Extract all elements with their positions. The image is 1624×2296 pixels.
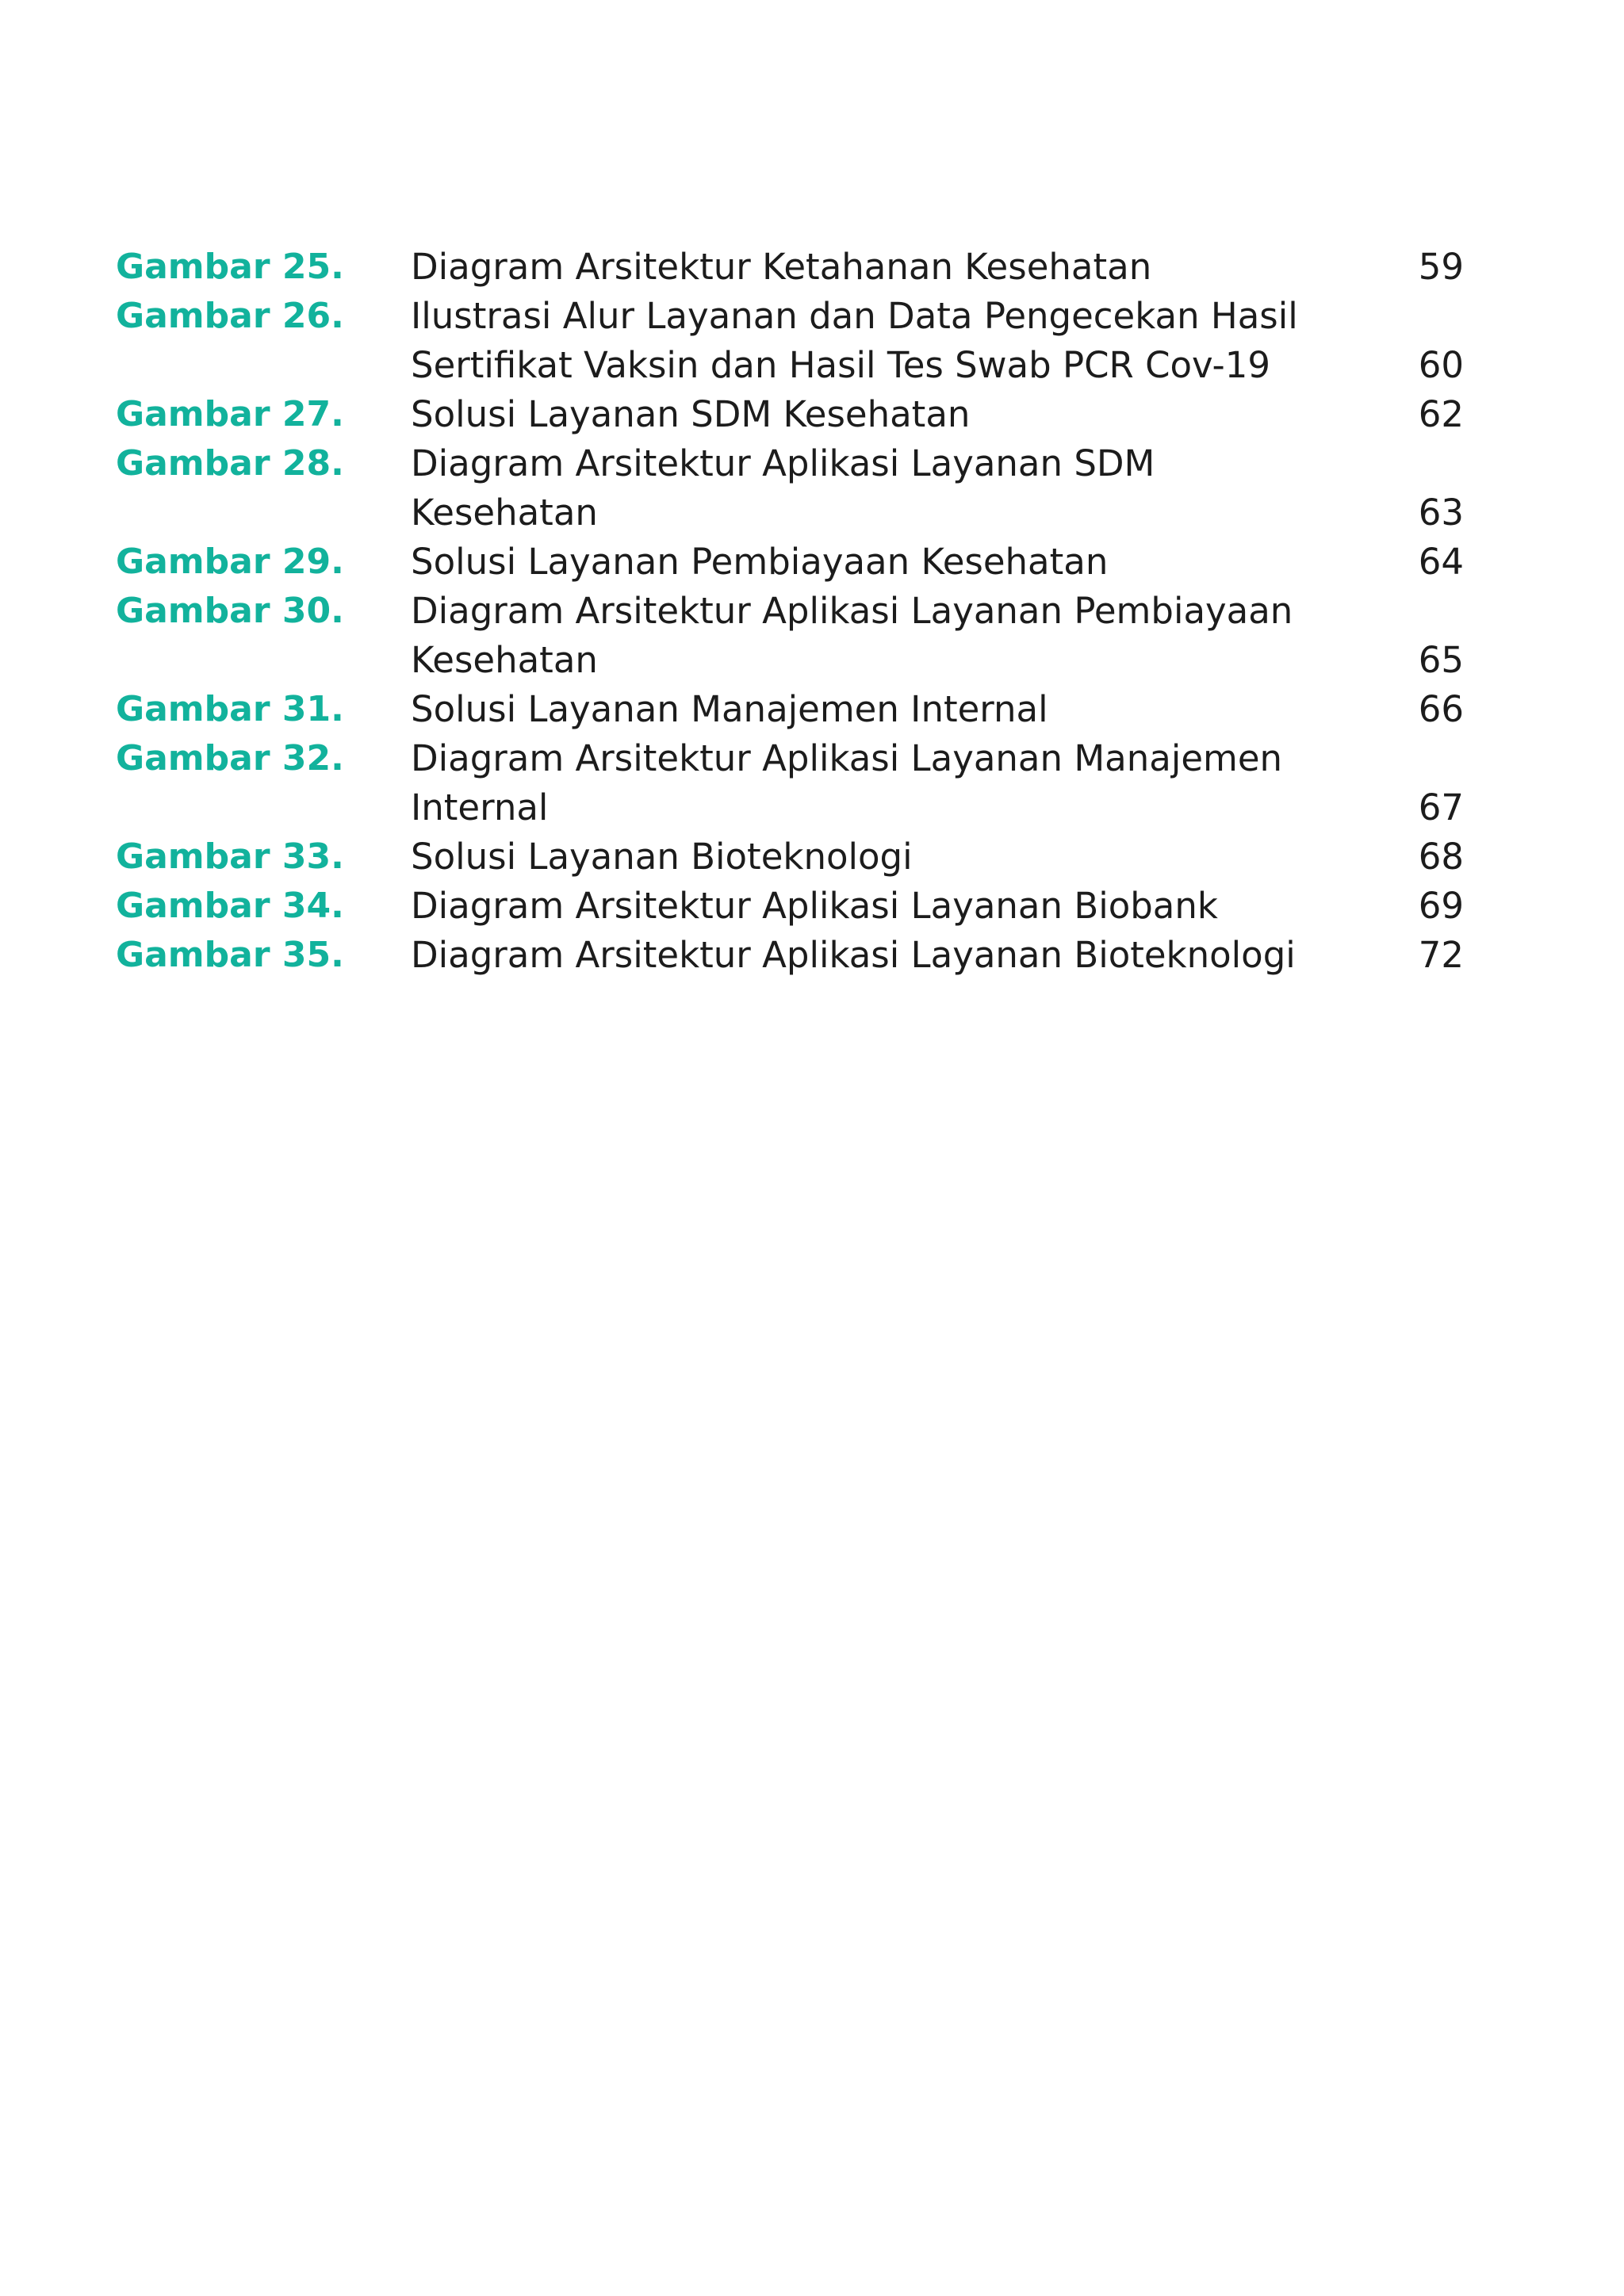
figure-entry [116,439,1464,538]
figure-entry [116,685,1464,734]
figure-title-line [411,832,1464,882]
figure-title-line [411,685,1464,734]
figure-entry-body [411,243,1464,292]
figure-entry [116,832,1464,882]
figure-label: Gambar 30. [116,591,344,631]
figure-entry-body [411,390,1464,439]
figure-entry [116,734,1464,832]
figure-title-line [411,538,1464,587]
figure-title-line [411,882,1464,931]
figure-entry [116,931,1464,980]
figure-label: Gambar 34. [116,886,344,926]
figure-entry-body [411,538,1464,587]
figure-page-number: 66 [1418,688,1464,730]
figure-label: Gambar 28. [116,443,344,484]
figure-title-text: Diagram Arsitektur Aplikasi Layanan SDM [411,442,1155,484]
figure-label: Gambar 27. [116,394,344,434]
figure-page-number: 64 [1418,541,1464,583]
figure-title-text: Kesehatan [411,492,598,534]
figure-title-text: Solusi Layanan Bioteknologi [411,836,913,878]
figure-label: Gambar 25. [116,247,344,287]
figure-page-number: 65 [1418,639,1464,681]
figure-page-number: 72 [1418,934,1464,976]
figure-title-line [411,390,1464,439]
figure-title-line [411,488,1464,538]
figure-entry-body [411,734,1464,832]
figure-title-line [411,243,1464,292]
figure-entry [116,390,1464,439]
figure-page-number: 67 [1418,786,1464,828]
figure-title-line [411,636,1464,685]
figure-label: Gambar 29. [116,541,344,582]
figure-entry [116,538,1464,587]
figure-title-line [411,341,1464,390]
figure-page-number: 62 [1418,393,1464,435]
figure-entry-body [411,292,1464,390]
figure-title-line [411,734,1464,783]
figure-title-text: Diagram Arsitektur Aplikasi Layanan Pembiayaan [411,590,1293,632]
figure-page-number: 69 [1418,885,1464,927]
figure-title-text: Sertifikat Vaksin dan Hasil Tes Swab PCR Cov-19 [411,344,1270,386]
figure-page-number: 60 [1418,344,1464,386]
figure-title-text: Solusi Layanan SDM Kesehatan [411,393,971,435]
figure-page-number: 59 [1418,246,1464,288]
figure-title-line [411,439,1464,488]
figure-label: Gambar 26. [116,296,344,336]
list-of-figures [116,243,1464,980]
figure-entry-body [411,882,1464,931]
figure-label: Gambar 35. [116,935,344,975]
figure-label: Gambar 32. [116,738,344,779]
figure-entry-body [411,931,1464,980]
figure-title-text: Ilustrasi Alur Layanan dan Data Pengecekan Hasil [411,295,1298,337]
figure-title-text: Internal [411,786,549,828]
figure-entry-body [411,587,1464,685]
figure-title-text: Diagram Arsitektur Aplikasi Layanan Biobank [411,885,1218,927]
figure-title-text: Solusi Layanan Manajemen Internal [411,688,1048,730]
figure-label: Gambar 33. [116,836,344,877]
figure-title-line [411,587,1464,636]
figure-title-line [411,783,1464,832]
figure-entry-body [411,685,1464,734]
figure-title-text: Kesehatan [411,639,598,681]
figure-title-text: Solusi Layanan Pembiayaan Kesehatan [411,541,1109,583]
figure-entry [116,292,1464,390]
figure-label: Gambar 31. [116,689,344,729]
figure-page-number: 63 [1418,492,1464,534]
figure-title-text: Diagram Arsitektur Aplikasi Layanan Manajemen [411,737,1283,779]
figure-title-line [411,292,1464,341]
figure-title-text: Diagram Arsitektur Aplikasi Layanan Bioteknologi [411,934,1296,976]
figure-page-number: 68 [1418,836,1464,878]
figure-title-text: Diagram Arsitektur Ketahanan Kesehatan [411,246,1152,288]
figure-entry [116,587,1464,685]
figure-entry-body [411,832,1464,882]
figure-entry [116,243,1464,292]
figure-entry-body [411,439,1464,538]
figure-title-line [411,931,1464,980]
figure-entry [116,882,1464,931]
